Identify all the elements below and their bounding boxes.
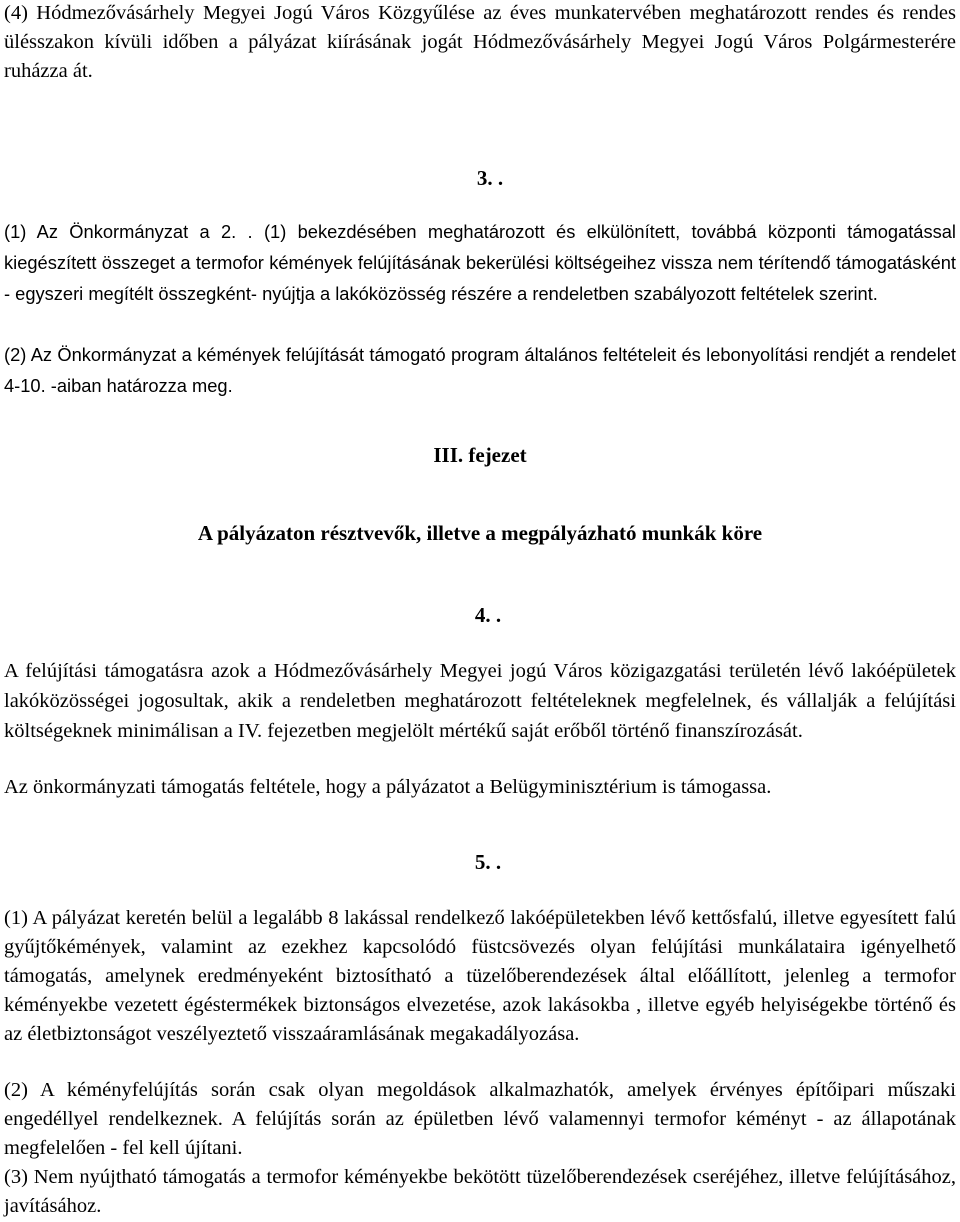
section-4-paragraph-2: Az önkormányzati támogatás feltétele, hogy a pályázatot a Belügyminisztérium is támogassa. bbox=[4, 776, 772, 798]
section-4-heading: 4. . bbox=[474, 603, 502, 627]
section-5-paragraph-1: (1) A pályázat keretén belül a legalább 8 lakással rendelkező lakóépületekben lévő kettősfalú, illetve egyesített falú gyűjtőkémények, valamint az ezekhez kapcsolódó füstcsövezés olyan felújítási munkálataira igényelhető támogatás, amelynek eredményeként biztosítható a tüzelőberendezések által előállított, jelenleg a termofor kéményekbe vezetett égéstermékek biztonságos elvezetése, azok lakásokba , illetve egyéb helyiségekbe történő és az életbiztonságot veszélyeztető visszaáramlásának megakadályozása. bbox=[4, 907, 956, 1045]
section-5-paragraph-2: (2) A kéményfelújítás során csak olyan megoldások alkalmazhatók, amelyek érvényes építőipari műszaki engedéllyel rendelkeznek. A felújítás során az épületben lévő valamennyi termofor kéményt - az állapotának megfelelően - fel kell újítani. bbox=[4, 1079, 956, 1159]
chapter-number: III. fejezet bbox=[433, 443, 527, 467]
intro-paragraph: (4) Hódmezővásárhely Megyei Jogú Város Közgyűlése az éves munkatervében meghatározott rendes és rendes ülésszakon kívüli időben a pályázat kiírásának jogát Hódmezővásárhely Megyei Jogú Város Polgármesterére ruházza át. bbox=[4, 2, 956, 82]
section-3-paragraph-2: (2) Az Önkormányzat a kémények felújítását támogató program általános feltételeit és lebonyolítási rendjét a rendelet 4-10. -aiban határozza meg. bbox=[4, 344, 956, 396]
section-5-heading: 5. . bbox=[474, 850, 502, 874]
section-4-paragraph-1: A felújítási támogatásra azok a Hódmezővásárhely Megyei jogú Város közigazgatási területén lévő lakóépületek lakóközösségei jogosultak, akik a rendeletben meghatározott feltételeknek megfelelnek, és vállalják a felújítási költségeknek minimálisan a IV. fejezetben megjelölt mértékű saját erőből történő finanszírozását. bbox=[4, 660, 956, 742]
section-5-paragraph-3: (3) Nem nyújtható támogatás a termofor kéményekbe bekötött tüzelőberendezések cseréjéhez, illetve felújításához, javításához. bbox=[4, 1166, 956, 1217]
section-3-paragraph-1: (1) Az Önkormányzat a 2. . (1) bekezdésében meghatározott és elkülönített, továbbá központi támogatással kiegészített összeget a termofor kémények felújításának bekerülési költségeihez vissza nem térítendő támogatásként - egyszeri megítélt összegként- nyújtja a lakóközösség részére a rendeletben szabályozott feltételek szerint. bbox=[4, 221, 956, 304]
chapter-title: A pályázaton résztvevők, illetve a megpályázható munkák köre bbox=[197, 521, 763, 545]
section-3-heading: 3. . bbox=[476, 166, 504, 190]
